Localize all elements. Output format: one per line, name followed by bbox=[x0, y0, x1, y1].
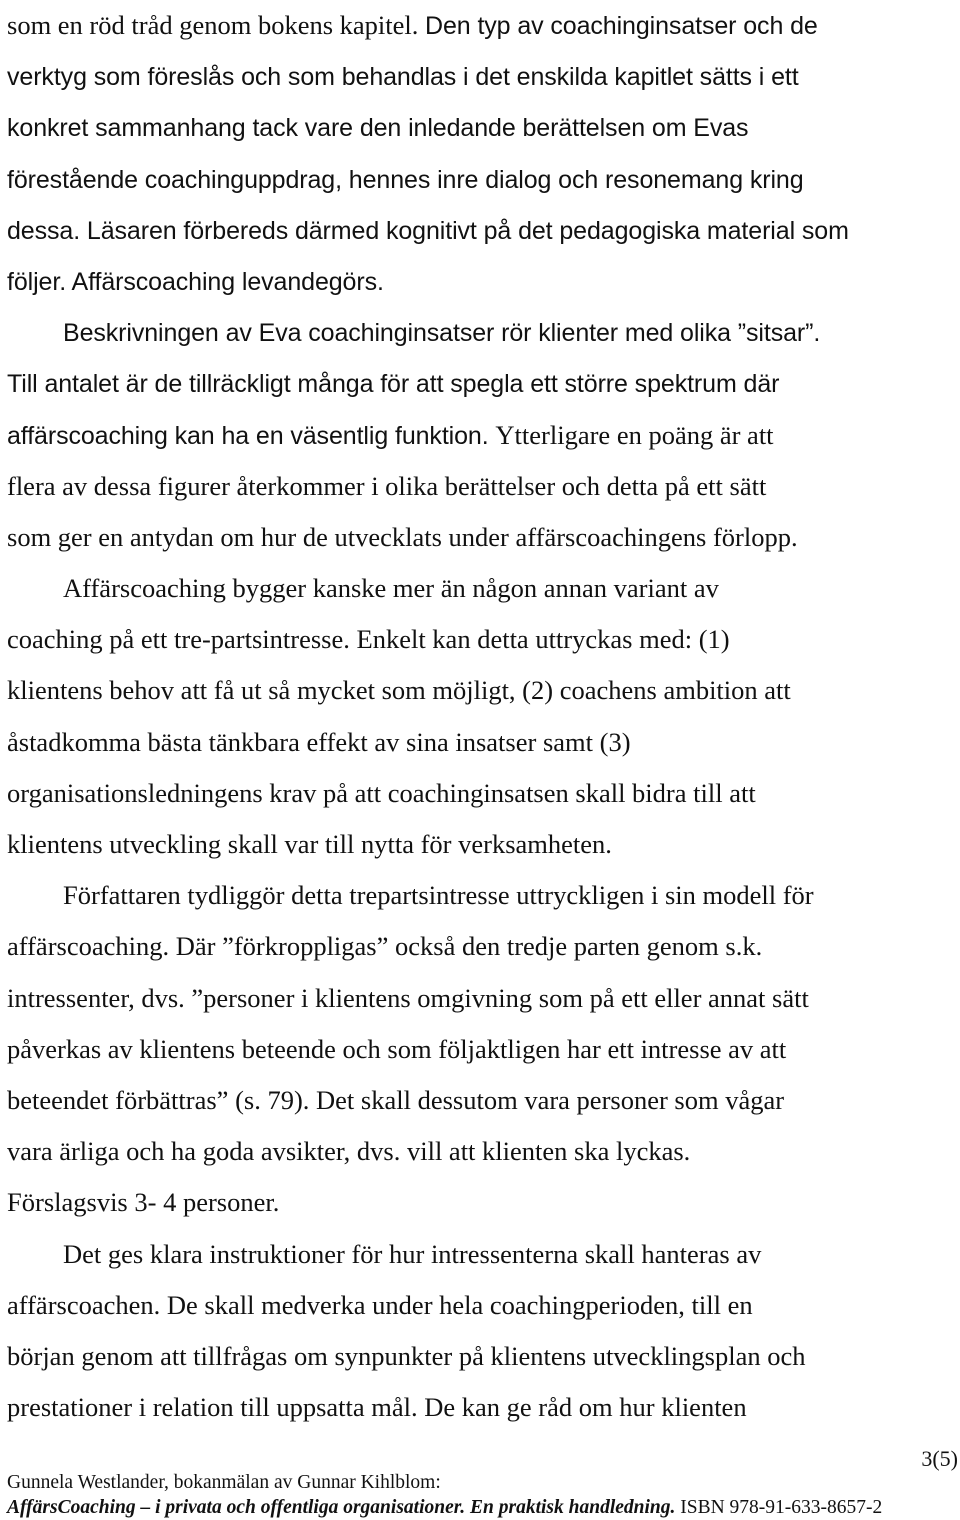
text-segment: klientens behov att få ut så mycket som möjligt, (2) coachens ambition att bbox=[7, 675, 791, 706]
text-segment: dessa. Läsaren förbereds därmed kognitivt på det pedagogiska material som bbox=[7, 216, 849, 245]
text-line bbox=[7, 1126, 953, 1177]
text-segment: förestående coachinguppdrag, hennes inre dialog och resonemang kring bbox=[7, 165, 804, 194]
text-line bbox=[7, 154, 953, 205]
text-segment: Det ges klara instruktioner för hur intressenterna skall hanteras av bbox=[63, 1238, 762, 1269]
text-line bbox=[7, 256, 953, 307]
text-line bbox=[7, 1331, 953, 1382]
text-segment: Beskrivningen av Eva coachinginsatser rör klienter med olika ”sitsar”. bbox=[63, 319, 821, 348]
text-line bbox=[7, 665, 953, 716]
text-segment: coaching på ett tre-partsintresse. Enkelt kan detta uttryckas med: (1) bbox=[7, 624, 730, 655]
text-segment: klientens utveckling skall var till nytta för verksamheten. bbox=[7, 829, 612, 859]
text-line bbox=[7, 0, 953, 51]
text-segment: Den typ av coachinginsatser och de bbox=[425, 12, 818, 40]
text-line bbox=[7, 1280, 953, 1331]
text-line bbox=[7, 358, 953, 409]
text-segment: som ger en antydan om hur de utvecklats under affärscoachingens förlopp. bbox=[7, 521, 798, 552]
text-segment: Affärscoaching bygger kanske mer än någon annan variant av bbox=[63, 573, 719, 604]
footer bbox=[7, 1470, 953, 1520]
text-line bbox=[7, 1382, 953, 1433]
text-line bbox=[7, 1024, 953, 1075]
text-segment: verktyg som föreslås och som behandlas i det enskilda kapitlet sätts i ett bbox=[7, 63, 799, 92]
page-number: 3(5) bbox=[921, 1446, 958, 1471]
text-segment: åstadkomma bästa tänkbara effekt av sina insatser samt (3) bbox=[7, 726, 631, 757]
text-line bbox=[7, 512, 953, 563]
text-line bbox=[7, 563, 953, 614]
text-segment: Förslagsvis 3- 4 personer. bbox=[7, 1187, 280, 1218]
text-segment: affärscoaching. Där ”förkroppligas” också den tredje parten genom s.k. bbox=[7, 931, 763, 962]
text-line bbox=[7, 307, 953, 358]
text-line bbox=[7, 870, 953, 921]
text-line bbox=[7, 51, 953, 102]
text-segment: prestationer i relation till uppsatta mål. De kan ge råd om hur klienten bbox=[7, 1392, 747, 1423]
text-segment: början genom att tillfrågas om synpunkter på klientens utvecklingsplan och bbox=[7, 1340, 806, 1371]
text-line bbox=[7, 1229, 953, 1280]
text-segment: organisationsledningens krav på att coachinginsatsen skall bidra till att bbox=[7, 777, 756, 808]
text-line bbox=[7, 717, 953, 768]
footer-book-title: AffärsCoaching – i privata och offentliga organisationer. En praktisk handledning. bbox=[7, 1497, 676, 1518]
text-line bbox=[7, 614, 953, 665]
text-segment: följer. Affärscoaching levandegörs. bbox=[7, 267, 384, 296]
text-segment: Ytterligare en poäng är att bbox=[495, 419, 774, 450]
body-text bbox=[7, 0, 953, 1433]
text-segment: som en röd tråd genom bokens kapitel. bbox=[7, 10, 426, 40]
footer-author-line: Gunnela Westlander, bokanmälan av Gunnar Kihlblom: bbox=[7, 1472, 441, 1493]
text-segment: beteendet förbättras” (s. 79). Det skall dessutom vara personer som vågar bbox=[7, 1084, 785, 1115]
text-line bbox=[7, 1177, 953, 1228]
text-line bbox=[7, 461, 953, 512]
text-line bbox=[7, 205, 953, 256]
text-line bbox=[7, 410, 953, 461]
text-segment: flera av dessa figurer återkommer i olika berättelser och detta på ett sätt bbox=[7, 470, 767, 501]
text-segment: vara ärliga och ha goda avsikter, dvs. vill att klienten ska lyckas. bbox=[7, 1136, 691, 1167]
text-segment: Till antalet är de tillräckligt många för att spegla ett större spektrum där bbox=[7, 370, 780, 399]
footer-book-line bbox=[7, 1495, 953, 1520]
text-line bbox=[7, 819, 953, 870]
text-segment: affärscoachen. De skall medverka under hela coachingperioden, till en bbox=[7, 1289, 753, 1320]
text-segment: påverkas av klientens beteende och som följaktligen har ett intresse av att bbox=[7, 1033, 787, 1064]
text-segment: konkret sammanhang tack vare den inledande berättelsen om Evas bbox=[7, 114, 749, 143]
footer-isbn: ISBN 978-91-633-8657-2 bbox=[675, 1497, 883, 1518]
text-segment: intressenter, dvs. ”personer i klientens omgivning som på ett eller annat sätt bbox=[7, 982, 809, 1013]
text-line bbox=[7, 102, 953, 153]
text-line bbox=[7, 768, 953, 819]
text-line bbox=[7, 921, 953, 972]
text-segment: Författaren tydliggör detta trepartsintresse uttryckligen i sin modell för bbox=[63, 880, 814, 911]
text-segment: affärscoaching kan ha en väsentlig funktion. bbox=[7, 421, 496, 450]
text-line bbox=[7, 1075, 953, 1126]
text-line bbox=[7, 973, 953, 1024]
